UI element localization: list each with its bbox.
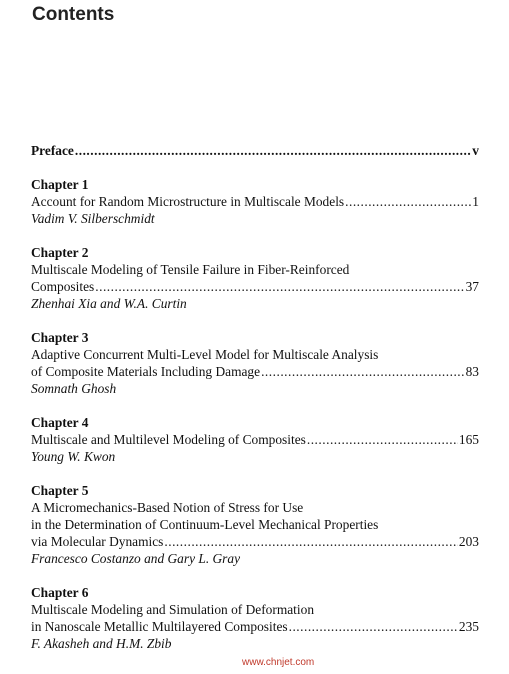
dot-leader [75,142,471,159]
chapter-authors: Vadim V. Silberschmidt [31,211,155,226]
chapter-title-line: Multiscale Modeling and Simulation of Deformation [31,602,315,617]
chapter-title-text: of Composite Materials Including Damage [31,364,261,379]
chapter-authors: F. Akasheh and H.M. Zbib [31,636,172,651]
chapter-title-line: Multiscale Modeling of Tensile Failure in Fiber-Reinforced [31,262,350,277]
chapter-heading: Chapter 6 [31,585,89,600]
toc-entry-chapter[interactable] [31,244,479,312]
chapter-authors: Zhenhai Xia and W.A. Curtin [31,296,187,311]
dot-leader [345,193,471,210]
chapter-authors: Somnath Ghosh [31,381,117,396]
preface-page-number: v [472,143,479,158]
toc-entry-chapter[interactable] [31,482,479,567]
chapter-title-line [31,363,479,380]
chapter-title-line: Adaptive Concurrent Multi-Level Model for Multiscale Analysis [31,347,379,362]
chapter-heading: Chapter 2 [31,245,89,260]
chapter-title-text: via Molecular Dynamics [31,534,164,549]
table-of-contents [31,142,479,669]
chapter-heading: Chapter 5 [31,483,89,498]
chapter-page-number: 83 [465,364,479,379]
chapter-page-number: 203 [458,534,479,549]
dot-leader [289,618,458,635]
toc-entry-chapter[interactable] [31,329,479,397]
chapter-title-line [31,431,479,448]
chapter-heading: Chapter 4 [31,415,89,430]
watermark: www.chnjet.com [242,657,315,668]
chapter-title-line [31,533,479,550]
chapter-title-text: Account for Random Microstructure in Multiscale Models [31,194,345,209]
chapter-page-number: 37 [465,279,479,294]
chapter-heading: Chapter 3 [31,330,89,345]
preface-label: Preface [31,143,74,158]
chapter-authors: Young W. Kwon [31,449,116,464]
dot-leader [95,278,464,295]
chapter-title-line [31,193,479,210]
dot-leader [164,533,458,550]
chapter-title-text: Multiscale and Multilevel Modeling of Composites [31,432,306,447]
toc-entry-chapter[interactable] [31,584,479,652]
page-title: Contents [32,4,115,25]
chapter-title-text: Composites [31,279,95,294]
chapter-heading: Chapter 1 [31,177,89,192]
toc-entry-preface[interactable] [31,142,479,159]
chapter-title-line [31,278,479,295]
dot-leader [261,363,465,380]
chapter-page-number: 165 [458,432,479,447]
dot-leader [307,431,458,448]
chapter-page-number: 1 [472,194,479,209]
chapter-title-line: A Micromechanics-Based Notion of Stress for Use [31,500,304,515]
chapter-title-text: in Nanoscale Metallic Multilayered Composites [31,619,288,634]
chapter-authors: Francesco Costanzo and Gary L. Gray [31,551,241,566]
toc-entry-chapter[interactable] [31,414,479,465]
chapter-list [31,176,479,652]
chapter-page-number: 235 [458,619,479,634]
chapter-title-line [31,618,479,635]
toc-entry-chapter[interactable] [31,176,479,227]
chapter-title-line: in the Determination of Continuum-Level Mechanical Properties [31,517,379,532]
